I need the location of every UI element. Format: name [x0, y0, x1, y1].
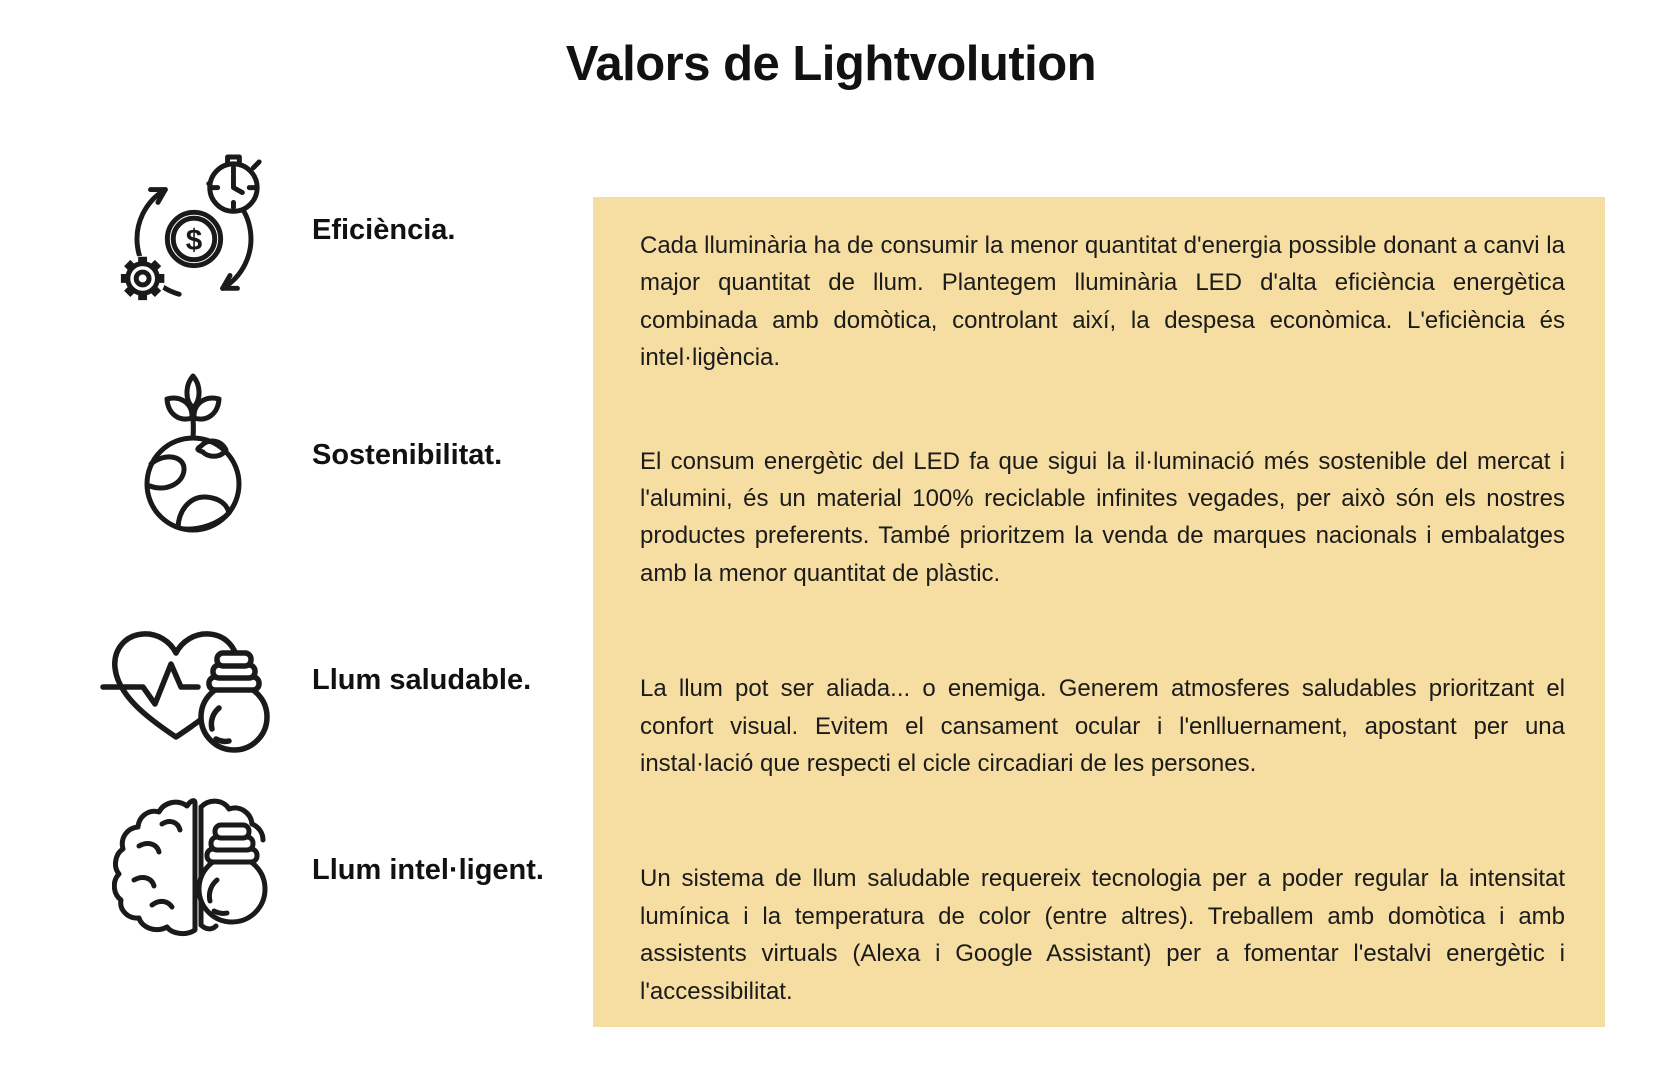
efficiency-cycle-icon — [113, 151, 271, 319]
heart-pulse-bulb-icon — [100, 607, 282, 759]
value-heading-llum-saludable: Llum saludable. — [312, 664, 532, 696]
earth-sprout-icon — [143, 352, 243, 537]
value-paragraph-sostenibilitat: El consum energètic del LED fa que sigui la il·luminació més sostenible del mercat i l'alumini, és un material 100% reciclable infinites vegades, per això són els nostres productes preferents. També prioritzem la venda de marques nacionals i embalatges amb la menor quantitat de plàstic. — [640, 447, 1565, 587]
values-text-panel — [593, 197, 1605, 1027]
page-title: Valors de Lightvolution — [565, 37, 1097, 91]
value-paragraph-llum-saludable: La llum pot ser aliada... o enemiga. Generem atmosferes saludables prioritzant el confort visual. Evitem el cansament ocular i l'enlluernament, apostant per una instal·lació que respecti el cicle circadiari de les persones. — [640, 675, 1565, 778]
value-paragraph-llum-intelligent: Un sistema de llum saludable requereix tecnologia per a poder regular la intensitat lumínica i la temperatura de color (entre altres). Treballem amb domòtica i amb assistents virtuals (Alexa i Google Assistant) per a fomentar l'estalvi energètic i l'accessibilitat. — [640, 865, 1565, 1005]
value-paragraph-eficiencia: Cada lluminària ha de consumir la menor quantitat d'energia possible donant a canvi la major quantitat de llum. Plantegem lluminària LED d'alta eficiència energètica combinada amb domòtica, controlant així, la despesa econòmica. L'eficiència és intel·ligència. — [640, 232, 1565, 372]
brain-bulb-icon — [112, 783, 284, 941]
value-heading-eficiencia: Eficiència. — [312, 214, 456, 246]
svg-text:$: $ — [185, 223, 203, 257]
value-heading-sostenibilitat: Sostenibilitat. — [312, 439, 503, 471]
value-heading-llum-intelligent: Llum intel·ligent. — [312, 854, 544, 886]
